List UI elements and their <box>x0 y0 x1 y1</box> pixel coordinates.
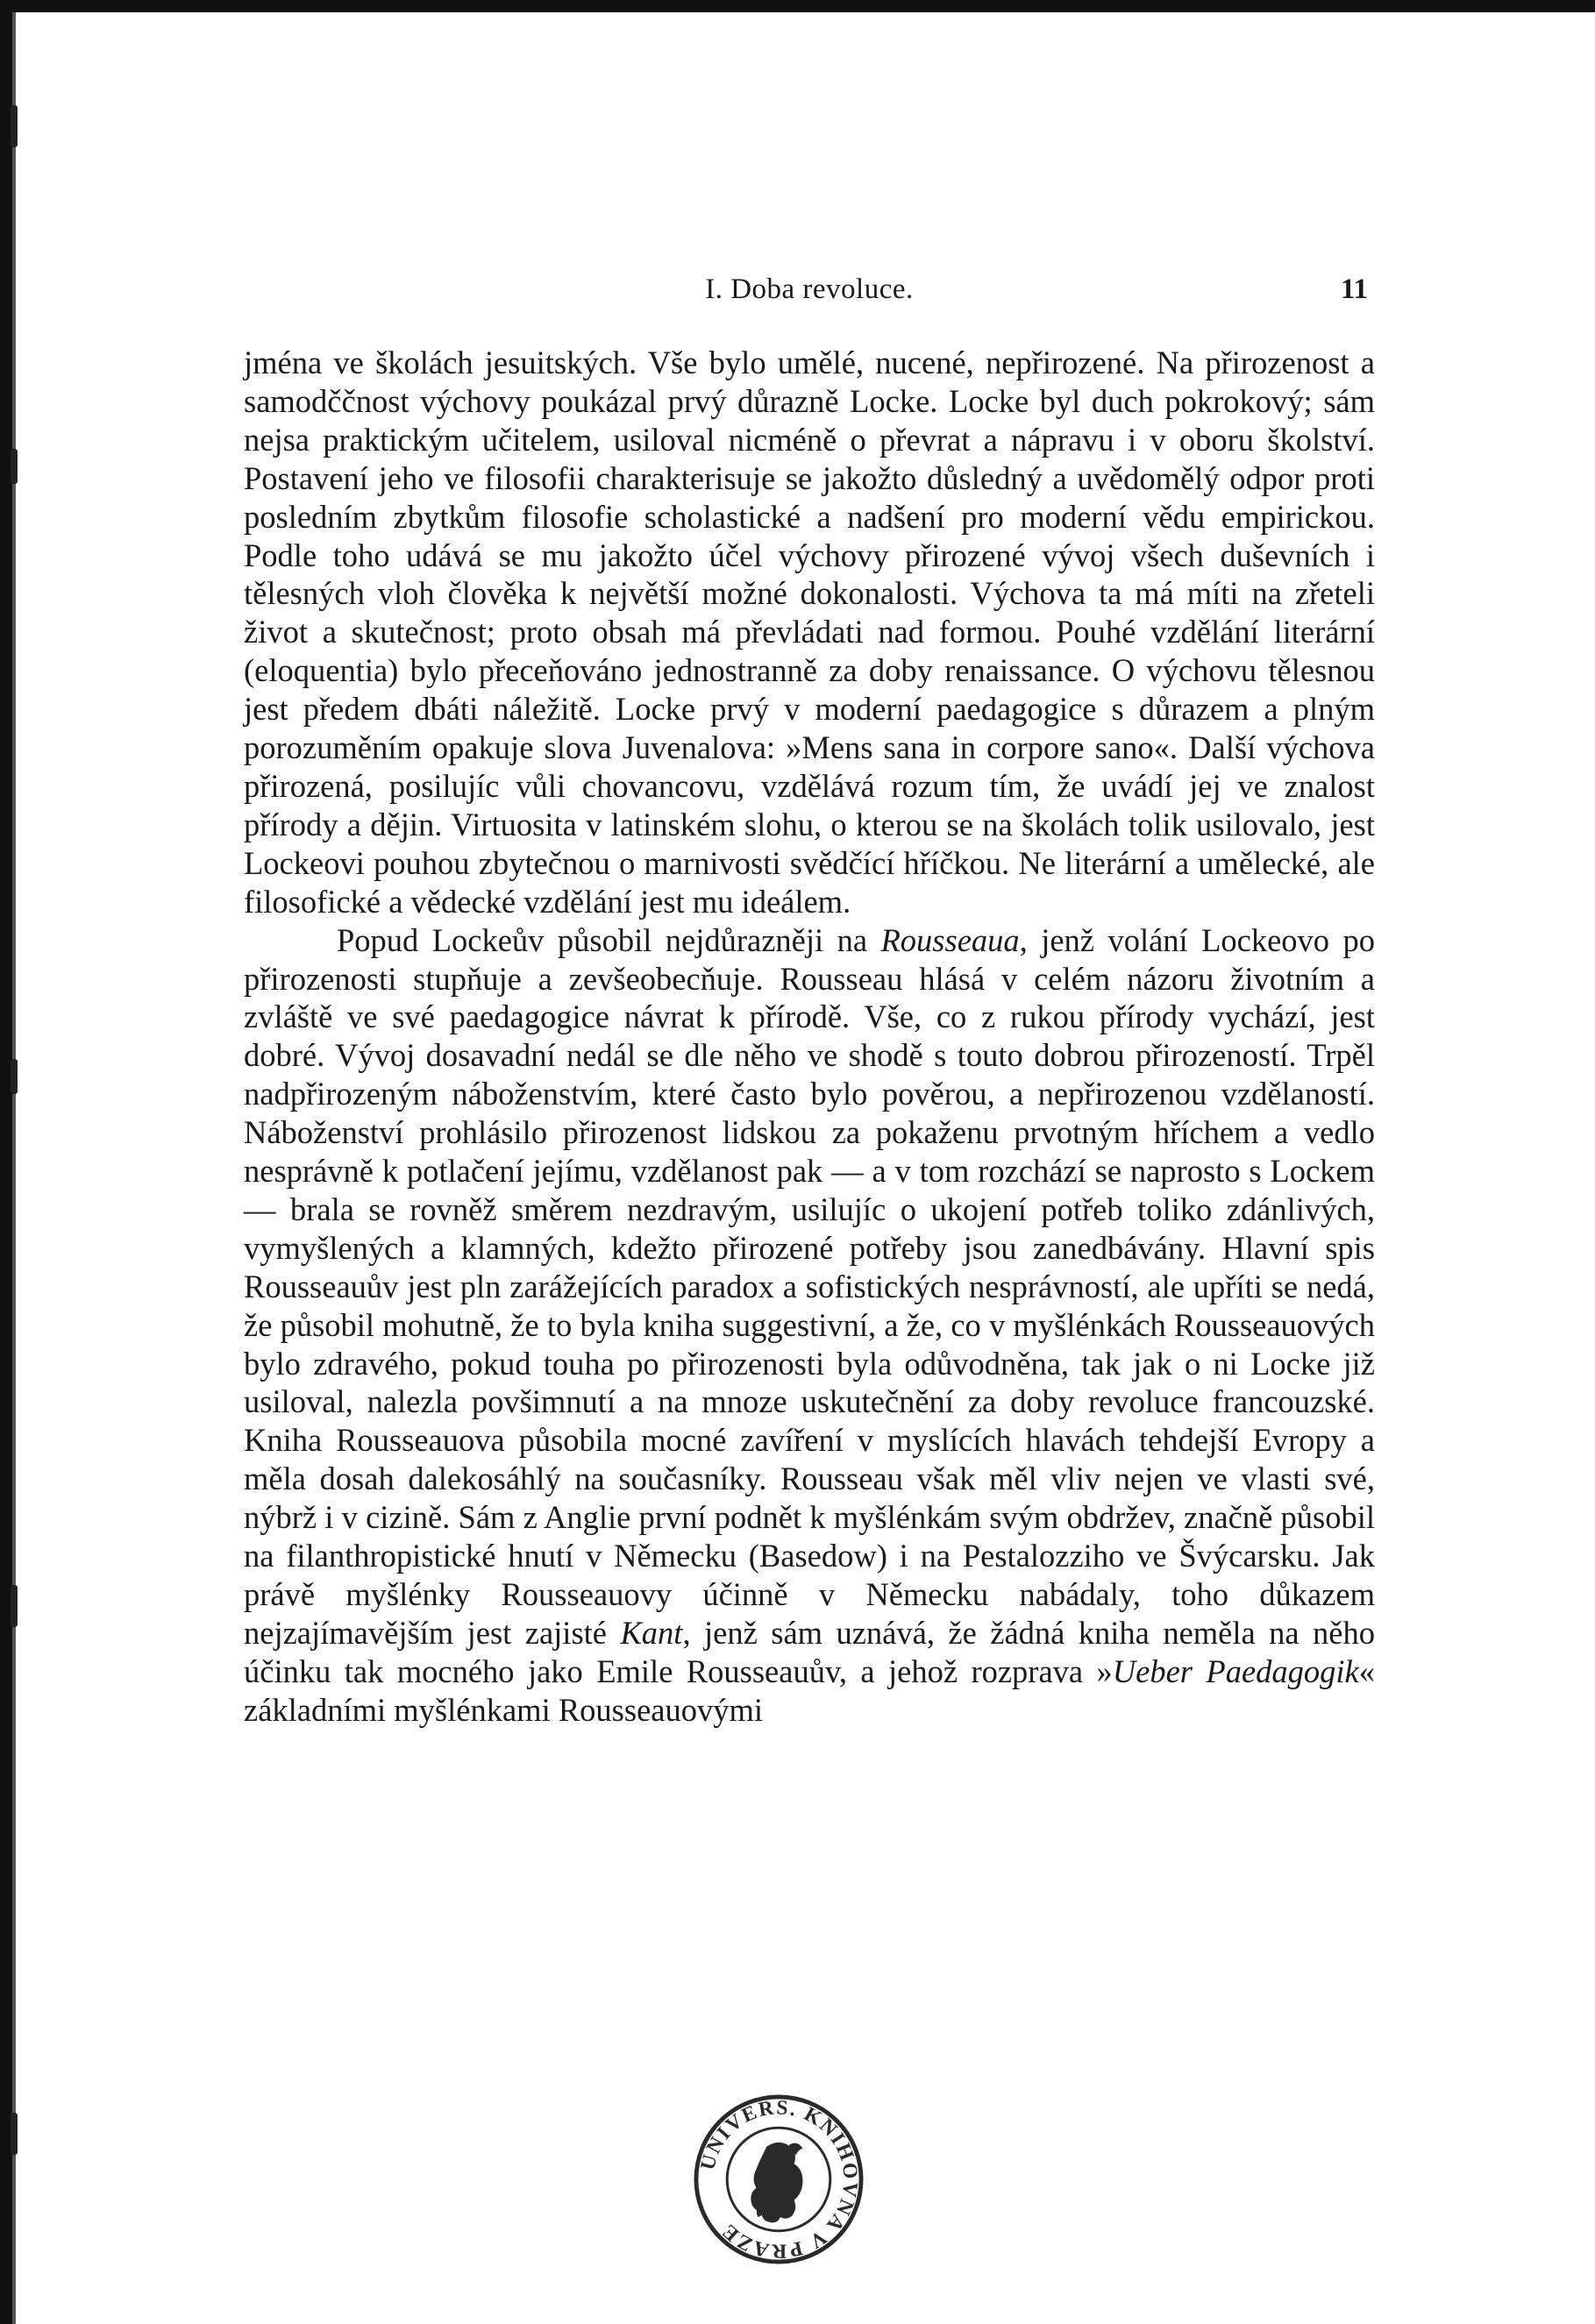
body-text <box>244 344 1375 1730</box>
work-title: Ueber Paedagogik <box>1112 1652 1359 1689</box>
page-header <box>244 274 1375 312</box>
paragraph-rousseau <box>244 921 1375 1730</box>
binding-mark <box>11 449 18 484</box>
binding-mark <box>11 2113 18 2155</box>
quote-mark-open: » <box>1096 1652 1113 1689</box>
stamp-text: UNIVERS. KNIHOVNA V PRAZE <box>696 2096 863 2263</box>
lion-emblem-icon <box>751 2143 802 2223</box>
binding-mark <box>11 1585 18 1627</box>
text-run: , jenž sám uznává, že žádná kniha neměla na něho účinku tak mocného jako Emile Rousseauův, a jehož rozprava <box>244 1614 1375 1689</box>
scan-left-border <box>0 0 12 2324</box>
text-run: Popud Lockeův působil nejdůrazněji na <box>337 921 881 958</box>
running-head: I. Doba revoluce. <box>705 274 914 305</box>
quote-mark-close: « <box>1358 1652 1375 1689</box>
text-run: , jenž volání Lockeovo po přirozenosti stupňuje a zevšeobecňuje. Rousseau hlásá v celém názoru životním a zvláště ve své paedagogice návrat k přírodě. Vše, co z rukou přírody vychází, jest dobré. Vývoj dosavadní nedál se dle něho ve shodě s touto dobrou přirozeností. Trpěl nadpřirozeným náboženstvím, které často bylo pověrou, a nepřirozenou vzdělaností. Náboženství prohlásilo přirozenost lidskou za pokaženu prvotným hříchem a vedlo nesprávně k potlačení jejímu, vzdělanost pak — a v tom rozchází se naprosto s Lockem — brala se rovněž směrem nezdravým, usilujíc o ukojení potřeb toliko zdánlivých, vymyšlených a klamných, kdežto přirozené potřeby jsou zanedbávány. Hlavní spis Rousseauův jest pln zarážejících paradox a sofistických nesprávností, ale upříti se nedá, že působil mohutně, že to byla kniha suggestivní, a že, co v myšlénkách Rousseauových bylo zdravého, pokud touha po přirozenosti byla odůvodněna, tak jak o ni Locke již usiloval, nalezla povšimnutí a na mnoze uskutečnění za doby revoluce francouzské. Kniha Rousseauova působila mocné zavíření v myslících hlavách tehdejší Evropy a měla dosah dalekosáhlý na současníky. Rousseau však měl vliv nejen ve vlasti své, nýbrž i v cizině. Sám z Anglie první podnět k myšlénkám svým obdržev, značně působil na filanthropistické hnutí v Německu (Basedow) i na Pestalozziho ve Švýcarsku. Jak právě myšlénky Rousseauovy účinně v Německu nabádaly, toho důkazem nejzajímavějším jest zajisté <box>244 921 1375 1651</box>
scan-left-border-shadow <box>12 12 16 2324</box>
scan-top-border <box>0 0 1595 12</box>
library-stamp-icon <box>693 2093 865 2265</box>
binding-mark <box>11 1059 18 1094</box>
name-rousseau: Rousseaua <box>880 921 1020 958</box>
name-kant: Kant <box>620 1614 683 1651</box>
page-number: 11 <box>1340 274 1368 305</box>
text-run: základními myšlénkami Rousseauovými <box>244 1691 764 1728</box>
binding-mark <box>11 105 18 147</box>
paragraph-continued: jména ve školách jesuitských. Vše bylo umělé, nucené, nepřirozené. Na přirozenost a samodččnost výchovy poukázal prvý důrazně Locke. Locke byl duch pokrokový; sám nejsa praktickým učitelem, usiloval nicméně o převrat a nápravu i v oboru školství. Postavení jeho ve filosofii charakterisuje se jakožto důsledný a uvědomělý odpor proti posledním zbytkům filosofie scholastické a nadšení pro moderní vědu empirickou. Podle toho udává se mu jakožto účel výchovy přirozené vývoj všech duševních i tělesných vloh člověka k největší možné dokonalosti. Výchova ta má míti na zřeteli život a skutečnost; proto obsah má převládati nad formou. Pouhé vzdělání literární (eloquentia) bylo přeceňováno jednostranně za doby renaissance. O výchovu tělesnou jest předem dbáti náležitě. Locke prvý v moderní paedagogice s důrazem a plným porozuměním opakuje slova Juvenalova: »Mens sana in corpore sano«. Další výchova přirozená, posilujíc vůli chovancovu, vzdělává rozum tím, že uvádí jej ve znalost přírody a dějin. Virtuosita v latinském slohu, o kterou se na školách tolik usilovalo, jest Lockeovi pouhou zbytečnou o marnivosti svědčící hříčkou. Ne literární a umělecké, ale filosofické a vědecké vzdělání jest mu ideálem. <box>244 345 1375 920</box>
